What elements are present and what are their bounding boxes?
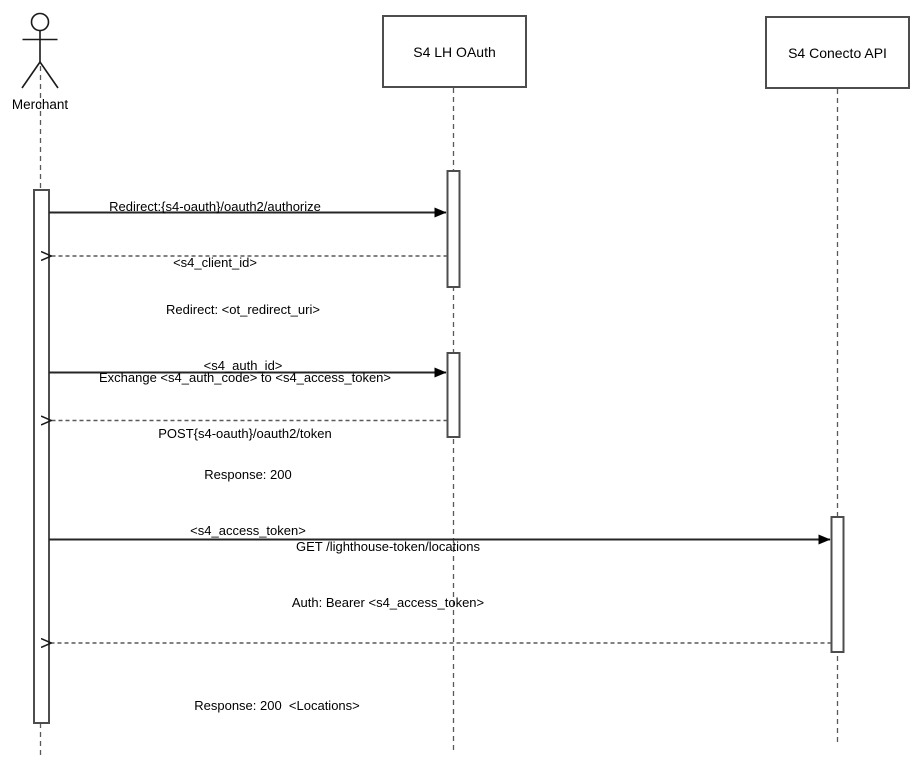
participant-label-s4-conecto-api: S4 Conecto API [788, 44, 887, 61]
message-label-5-line-2: Auth: Bearer <s4_access_token> [291, 594, 485, 610]
message-label-2-line-1: Redirect: <ot_redirect_uri> [166, 302, 320, 317]
message-label-4-line-2: <s4_access_token> [190, 522, 306, 538]
message-label-4-line-1: Response: 200 [204, 467, 292, 482]
participant-box-s4-lh-oauth [382, 15, 527, 88]
actor-label-merchant: Merchant [11, 97, 69, 112]
message-label-4 [190, 429, 306, 577]
actor-leg-left [22, 62, 40, 88]
message-label-1-line-1: Redirect:{s4-oauth}/oauth2/authorize [109, 199, 321, 214]
activation-merchant [34, 190, 49, 723]
message-label-5-line-1: GET /lighthouse-token/locations [295, 539, 481, 554]
message-label-3-line-2: POST{s4-oauth}/oauth2/token [158, 425, 332, 441]
activation-s4-conecto-api [832, 517, 844, 652]
message-label-6 [194, 660, 360, 753]
participant-box-s4-conecto-api [765, 16, 910, 89]
actor-leg-right [40, 62, 58, 88]
message-label-3-line-1: Exchange <s4_auth_code> to <s4_access_token> [99, 370, 391, 385]
activation-s4-lh-oauth-1 [448, 171, 460, 287]
message-label-5 [292, 501, 484, 649]
actor-head [32, 14, 49, 31]
activation-s4-lh-oauth-2 [448, 353, 460, 437]
message-label-2-line-2: <s4_auth_id> [203, 357, 283, 373]
message-label-1-line-2: <s4_client_id> [173, 254, 257, 270]
participant-label-s4-lh-oauth: S4 LH OAuth [413, 43, 496, 60]
message-label-6-line-1: Response: 200 <Locations> [194, 698, 360, 713]
